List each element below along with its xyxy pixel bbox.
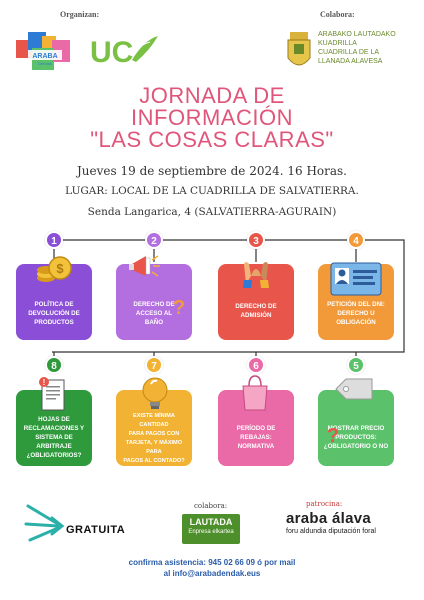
shopping-bag-icon	[240, 374, 270, 412]
collaborator-label: Colabora:	[320, 10, 355, 19]
id-card-icon	[330, 262, 382, 296]
organizers-label: Organizan:	[60, 10, 100, 19]
lautada-logo	[182, 514, 240, 544]
patrocina-label: patrocina:	[306, 500, 343, 508]
gratuita-label: GRATUITA	[66, 524, 126, 536]
coins-icon	[36, 254, 72, 284]
cuadrilla-line: LLANADA ALAVESA	[318, 58, 383, 65]
colabora-footer-label: colabora:	[194, 502, 228, 510]
price-tag-icon	[334, 376, 374, 402]
step-text-5: MOSTRAR PRECIO PRODUCTOS: ¿OBLIGATORIO O NO	[323, 424, 389, 450]
step-text-1: POLÍTICA DE DEVOLUCIÓN DE PRODUCTOS	[28, 300, 80, 326]
lightbulb-icon	[140, 376, 170, 416]
araba-logo-text: ARABA	[32, 53, 58, 60]
gratuita-arrows-icon	[22, 500, 72, 544]
cuadrilla-line: ARABAKO LAUTADAKO	[318, 31, 396, 38]
document-icon	[38, 376, 68, 412]
cuadrilla-line: KUADRILLA	[318, 40, 357, 47]
step-number-6: 6	[247, 356, 265, 374]
title-line-1: JORNADA DE	[139, 83, 285, 108]
question-mark-icon	[172, 296, 186, 318]
step-number-3: 3	[247, 231, 265, 249]
step-number-5: 5	[347, 356, 365, 374]
step-text-3: DERECHO DE ADMISIÓN	[235, 303, 277, 319]
step-text-6: PERÍODO DE REBAJAS: NORMATIVA	[236, 424, 276, 450]
hands-icon	[238, 254, 274, 288]
araba-logo-sub: Dendak	[38, 61, 52, 66]
question-mark-icon-red	[326, 424, 340, 446]
svg-text:$: $	[56, 261, 64, 276]
lautada-title: LAUTADA	[189, 517, 233, 527]
title-line-3: "LAS COSAS CLARAS"	[90, 127, 334, 152]
cuadrilla-line: CUADRILLA DE LA	[318, 49, 380, 56]
araba-alava-logo: araba álava	[286, 510, 372, 527]
svg-text:?: ?	[326, 425, 340, 446]
svg-text:UC: UC	[90, 36, 134, 69]
step-number-7: 7	[145, 356, 163, 374]
contact-line-1: confirma asistencia: 945 02 66 09 ó por mail	[128, 558, 296, 567]
svg-text:!: !	[42, 378, 46, 387]
event-address: Senda Langarica, 4 (SALVATIERRA-AGURAIN)	[87, 206, 337, 218]
event-place: LUGAR: LOCAL DE LA CUADRILLA DE SALVATIERRA.	[65, 185, 359, 197]
title-line-2: INFORMACIÓN	[131, 105, 293, 130]
araba-alava-sub: foru aldundia diputación foral	[286, 528, 376, 535]
step-text-8: HOJAS DE RECLAMACIONES Y SISTEMA DE ARBITRAJE ¿OBLIGATORIOS?	[23, 415, 85, 459]
step-number-8: 8	[45, 356, 63, 374]
step-number-4: 4	[347, 231, 365, 249]
step-text-2: DERECHO DE ACCESO AL BAÑO	[133, 300, 175, 326]
megaphone-icon	[128, 252, 162, 280]
event-date: Jueves 19 de septiembre de 2024. 16 Horas.	[77, 164, 347, 178]
step-number-2: 2	[145, 231, 163, 249]
lautada-sub: Enpresa elkartea	[188, 529, 234, 535]
step-text-4: PETICIÓN DEL DNI: DERECHO U OBLIGACIÓN	[327, 300, 385, 326]
svg-text:?: ?	[172, 297, 186, 318]
step-text-7: EXISTE MÍNIMA CANTIDAD PARA PAGOS CON TARJETA, Y MÁXIMO PARA PAGOS AL CONTADO?	[123, 413, 185, 464]
contact-line-2: al info@arabadendak.eus	[163, 569, 261, 578]
step-number-1: 1	[45, 231, 63, 249]
